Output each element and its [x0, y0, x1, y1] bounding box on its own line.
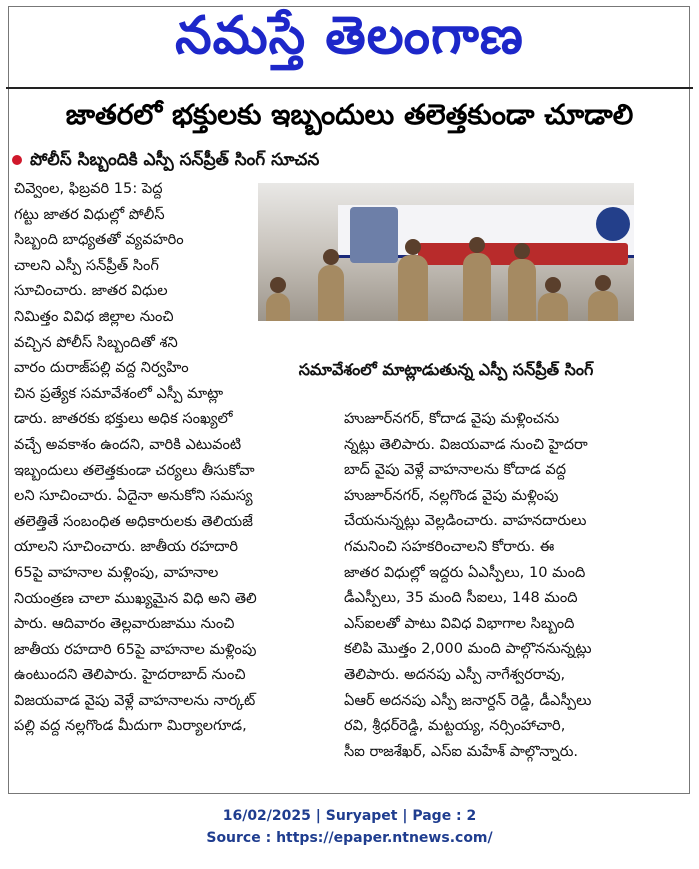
article-text-line: పల్లి వద్ద నల్లగొండ మీదుగా మిర్యాలగూడ,	[14, 717, 247, 735]
article-text-line: సిబ్బంది బాధ్యతతో వ్యవహరిం	[14, 231, 184, 249]
article-text-line: చిన ప్రత్యేక సమావేశంలో ఎస్పీ మాట్లా	[14, 384, 224, 402]
article-text-line: న్నట్లు తెలిపారు. విజయవాడ నుంచి హైదరా	[344, 435, 588, 453]
officer-figure	[318, 265, 344, 325]
article-text-line: నిమిత్తం వివిధ జిల్లాల నుంచి	[14, 307, 174, 325]
photo-caption: సమావేశంలో మాట్లాడుతున్న ఎస్పీ సన్‌ప్రీత్ సింగ్	[258, 349, 634, 391]
article-text-line: లని సూచించారు. ఏదైనా అనుకోని సమస్య	[14, 487, 253, 505]
article-text-line: వచ్చే అవకాశం ఉందని, వారికి ఎటువంటి	[14, 435, 242, 453]
article-text-line: రవి, శ్రీధర్‌రెడ్డి, మట్టయ్య, నర్సింహాచారి,	[344, 717, 566, 735]
article-text-line: వచ్చిన పోలీస్ సిబ్బందితో శని	[14, 333, 178, 351]
article-text-line: ఎస్ఐలతో పాటు వివిధ విభాగాల సిబ్బంది	[344, 614, 575, 632]
article-text-line: జాతర విధుల్లో ఇద్దరు ఏఎస్పీలు, 10 మంది	[344, 563, 586, 581]
article-text-line: తలెత్తితే సంబంధిత అధికారులకు తెలియజే	[14, 512, 253, 530]
article-text-line: చివ్వెంల, ఫిబ్రవరి 15: పెద్ద	[14, 180, 163, 197]
police-emblem-icon	[596, 207, 630, 241]
officer-figure	[463, 253, 491, 325]
article-text-line: చేయనున్నట్లు వెల్లడించారు. వాహనదారులు	[344, 512, 587, 530]
article-text-line: 65పై వాహనాల మళ్లింపు, వాహనాల	[14, 563, 219, 581]
article-text-line: పారు. ఆదివారం తెల్లవారుజాము నుంచి	[14, 615, 235, 633]
article-text-line: కలిపి మొత్తం 2,000 మంది పాల్గొననున్నట్లు	[344, 640, 592, 658]
article-text-line: యాలని సూచించారు. జాతీయ రహదారి	[14, 538, 238, 556]
article-text-line: జాతీయ రహదారి 65పై వాహనాల మళ్లింపు	[14, 640, 257, 658]
officer-figure	[398, 255, 428, 325]
article-text-line: డీఎస్పీలు, 35 మంది సీఐలు, 148 మంది	[344, 589, 578, 607]
article-text-line: విజయవాడ వైపు వెళ్లే వాహనాలను నార్కట్	[14, 691, 256, 709]
stage-table	[258, 321, 634, 349]
article-text-line: హుజూర్‌నగర్, కోదాడ వైపు మళ్లించను	[344, 410, 560, 427]
article-text-line: చాలని ఎస్పీ సన్‌ప్రీత్ సింగ్	[14, 256, 159, 274]
article-text-line: సూచించారు. జాతర విధుల	[14, 282, 168, 300]
article-headline: జాతరలో భక్తులకు ఇబ్బందులు తలెత్తకుండా చూడాలి	[65, 98, 634, 131]
article-text-line: బాద్ వైపు వెళ్లే వాహనాలను కోదాడ వద్ద	[344, 461, 567, 479]
masthead-divider	[6, 87, 693, 89]
article-column-right	[344, 406, 674, 764]
article-text-line: ఏఆర్ అదనపు ఎస్పీ జనార్దన్ రెడ్డి, డీఎస్పీలు	[344, 691, 592, 709]
article-text-line: డారు. జాతరకు భక్తులు అధిక సంఖ్యలో	[14, 410, 233, 428]
article-text-line: గట్టు జాతర విధుల్లో పోలీస్	[14, 205, 165, 223]
newspaper-masthead: నమస్తే తెలంగాణ	[175, 6, 524, 66]
article-text-line: నియంత్రణ చాలా ముఖ్యమైన విధి అని తెలి	[14, 589, 257, 607]
footer-date-edition: 16/02/2025 | Suryapet | Page : 2	[222, 808, 477, 824]
article-photo	[258, 183, 634, 349]
article-text-line: ఇబ్బందులు తలెత్తకుండా చర్యలు తీసుకోవా	[14, 461, 255, 479]
article-text-line: ఉంటుందని తెలిపారు. హైదరాబాద్ నుంచి	[14, 666, 246, 684]
subheadline-text: పోలీస్ సిబ్బందికి ఎస్పీ సన్‌ప్రీత్ సింగ్ సూచన	[30, 150, 320, 170]
article-text-line: గమనించి సహకరించాలని కోరారు. ఈ	[344, 537, 555, 555]
banner-portrait-image	[350, 207, 398, 263]
bullet-icon	[12, 155, 22, 165]
article-subheadline	[12, 150, 319, 174]
officer-figure	[508, 259, 536, 325]
article-text-line: తెలిపారు. అదనపు ఎస్పీ నాగేశ్వరరావు,	[344, 665, 566, 683]
article-text-line: హుజూర్‌నగర్, నల్లగొండ వైపు మళ్లింపు	[344, 486, 559, 504]
article-text-line: వారం దురాజ్‌పల్లి వద్ద నిర్వహిం	[14, 359, 189, 377]
footer-source-link[interactable]: Source : https://epaper.ntnews.com/	[206, 830, 493, 846]
article-text-line: సీఐ రాజశేఖర్, ఎస్ఐ మహేశ్ పాల్గొన్నారు.	[344, 742, 579, 760]
